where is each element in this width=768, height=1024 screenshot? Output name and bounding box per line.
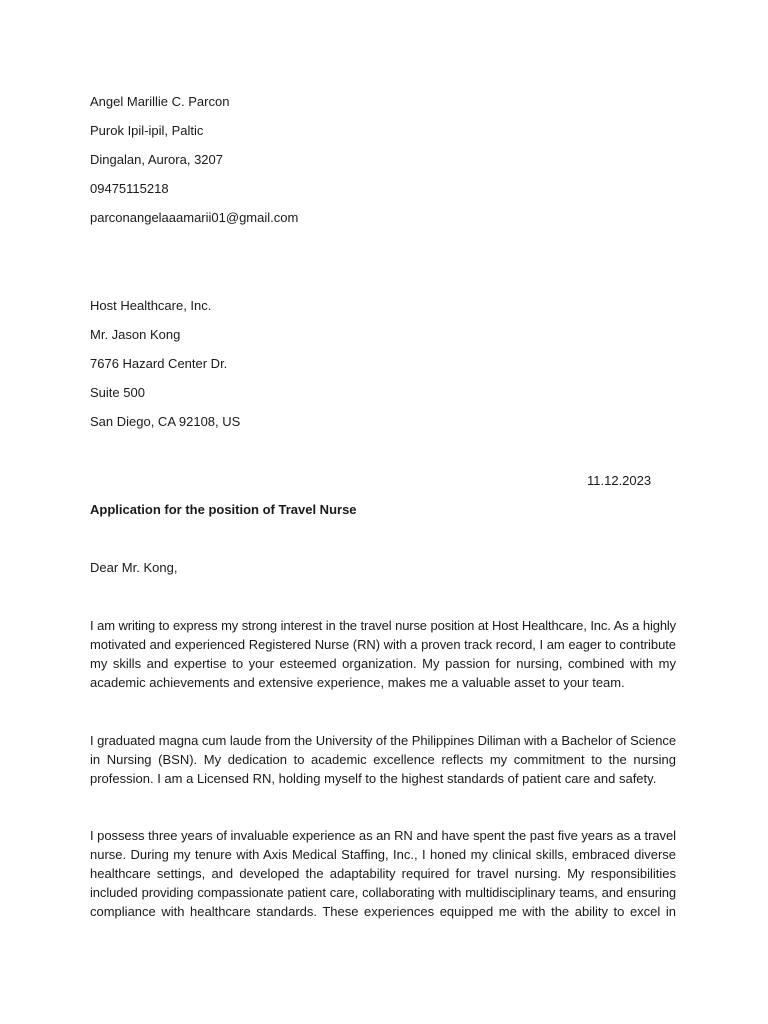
recipient-contact: Mr. Jason Kong xyxy=(90,327,181,342)
paragraph-line: I am writing to express my strong interest in the travel nurse position at Host Healthcare, Inc. As a highly xyxy=(90,618,676,633)
body-paragraph-1 xyxy=(90,616,676,692)
recipient-city: San Diego, CA 92108, US xyxy=(90,414,241,429)
paragraph-line: compliance with healthcare standards. These experiences equipped me with the ability to excel in xyxy=(90,904,676,919)
salutation: Dear Mr. Kong, xyxy=(90,560,178,575)
sender-name: Angel Marillie C. Parcon xyxy=(90,94,230,109)
paragraph-line: my skills and expertise to your esteemed organization. My passion for nursing, combined with my xyxy=(90,656,676,671)
letter-subject: Application for the position of Travel Nurse xyxy=(90,502,357,517)
paragraph-line: profession. I am a Licensed RN, holding myself to the highest standards of patient care and safety. xyxy=(90,771,657,786)
paragraph-line: included providing compassionate patient care, collaborating with multidisciplinary teams, and ensuring xyxy=(90,885,676,900)
paragraph-line: I possess three years of invaluable experience as an RN and have spent the past five years as a travel xyxy=(90,828,676,843)
body-paragraph-2 xyxy=(90,731,676,788)
paragraph-line: motivated and experienced Registered Nurse (RN) with a proven track record, I am eager to contribute xyxy=(90,637,676,652)
sender-phone: 09475115218 xyxy=(90,181,169,196)
recipient-suite: Suite 500 xyxy=(90,385,145,400)
sender-address-line1: Purok Ipil-ipil, Paltic xyxy=(90,123,204,138)
sender-address-line2: Dingalan, Aurora, 3207 xyxy=(90,152,223,167)
paragraph-line: healthcare settings, and developed the adaptability required for travel nursing. My responsibilities xyxy=(90,866,676,881)
body-paragraph-3 xyxy=(90,826,676,921)
paragraph-line: in Nursing (BSN). My dedication to academic excellence reflects my commitment to the nursing xyxy=(90,752,676,767)
recipient-company: Host Healthcare, Inc. xyxy=(90,298,212,313)
letter-date: 11.12.2023 xyxy=(587,473,652,488)
paragraph-line: nurse. During my tenure with Axis Medical Staffing, Inc., I honed my clinical skills, embraced diverse xyxy=(90,847,676,862)
paragraph-line: academic achievements and extensive experience, makes me a valuable asset to your team. xyxy=(90,675,625,690)
paragraph-line: I graduated magna cum laude from the University of the Philippines Diliman with a Bachelor of Science xyxy=(90,733,677,748)
sender-email: parconangelaaamarii01@gmail.com xyxy=(90,210,299,225)
recipient-street: 7676 Hazard Center Dr. xyxy=(90,356,228,371)
